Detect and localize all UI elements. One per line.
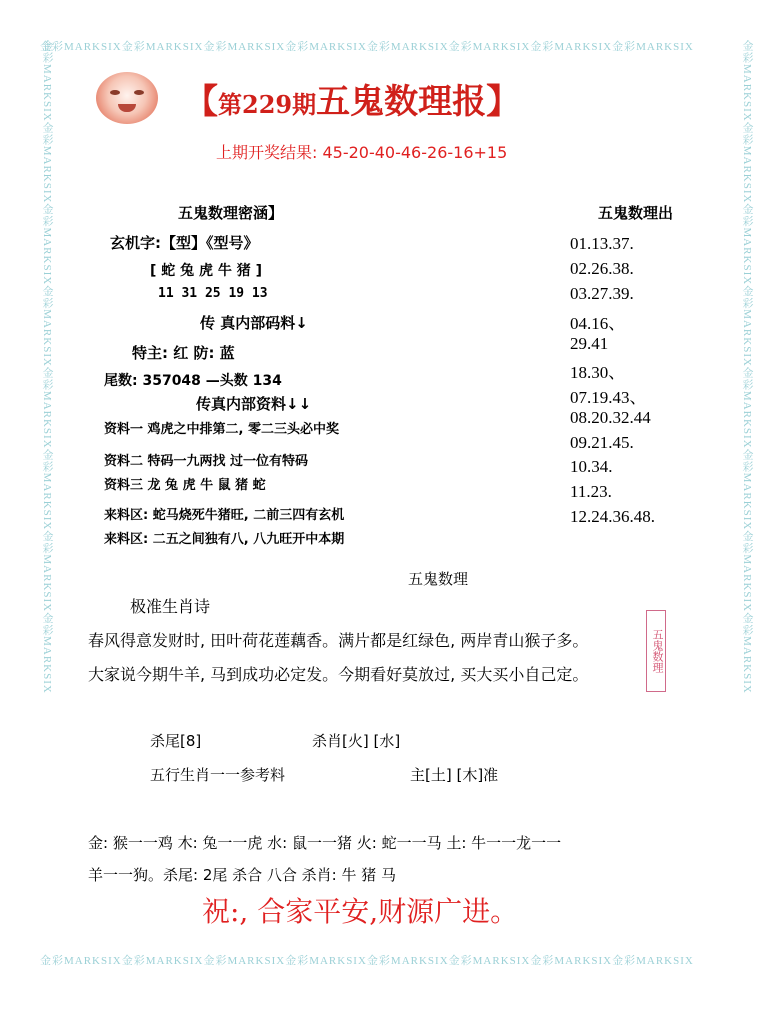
bracket-close: 】 — [486, 82, 521, 122]
bottom-border: 金彩MARKSIX金彩MARKSIX金彩MARKSIX金彩MARKSIX金彩MARKSIX金彩MARKSIX金彩MARKSIX金彩MARKSIX — [40, 955, 694, 967]
fax-heading-1: 传 真内部码料↓ — [200, 314, 308, 332]
laiyuan-1: 来料区: 蛇马烧死牛猪旺, 二前三四有玄机 — [104, 508, 345, 523]
stamp-seal: 五鬼数理 — [646, 610, 666, 692]
top-border: 金彩MARKSIX金彩MARKSIX金彩MARKSIX金彩MARKSIX金彩MARKSIX金彩MARKSIX金彩MARKSIX金彩MARKSIX — [40, 41, 694, 53]
left-border: 金彩MARKSIX金彩MARKSIX金彩MARKSIX金彩MARKSIX金彩MARKSIX金彩MARKSIX金彩MARKSIX金彩MARKSIX — [41, 40, 53, 694]
page-title — [184, 74, 520, 123]
issue-number: 第229期 — [218, 90, 317, 119]
weishu-line: 尾数: 357048 —头数 134 — [104, 373, 282, 389]
ziliao-3: 资料三 龙 兔 虎 牛 鼠 猪 蛇 — [104, 478, 266, 493]
list-item: 03.27.39. — [570, 284, 634, 303]
laiyuan-2: 来料区: 二五之间独有八, 八九旺开中本期 — [104, 532, 345, 547]
elements-line-2: 羊一一狗。杀尾: 2尾 杀合 八合 杀肖: 牛 猪 马 — [88, 866, 397, 884]
list-item: 04.16、 — [570, 314, 626, 333]
zodiac-row: [ 蛇 兔 虎 牛 猪 ] — [150, 263, 263, 279]
list-item: 07.19.43、 — [570, 388, 647, 407]
tezhu-line: 特主: 红 防: 蓝 — [132, 344, 235, 362]
list-item: 11.23. — [570, 482, 612, 501]
list-item: 02.26.38. — [570, 259, 634, 278]
main-element: 主[土] [木]准 — [410, 766, 499, 784]
elements-line-1: 金: 猴一一鸡 木: 兔一一虎 水: 鼠一一猪 火: 蛇一一马 土: 牛一一龙一一 — [88, 834, 562, 852]
poem-title: 极准生肖诗 — [130, 597, 211, 616]
bracket-open: 【 — [184, 82, 218, 122]
right-heading: 五鬼数理出 — [598, 204, 674, 222]
blessing: 祝:, 合家平安,财源广进。 — [202, 895, 519, 928]
wuxing-label: 五行生肖一一参考料 — [150, 766, 286, 784]
fax-heading-2: 传真内部资料↓↓ — [196, 395, 312, 413]
ziliao-1: 资料一 鸡虎之中排第二, 零二三头必中奖 — [104, 422, 339, 437]
list-item: 29.41 — [570, 334, 609, 353]
last-result: 上期开奖结果: 45-20-40-46-26-16+15 — [216, 143, 508, 162]
list-item: 08.20.32.44 — [570, 408, 651, 427]
ziliao-2: 资料二 特码一九两找 过一位有特码 — [104, 454, 309, 469]
list-item: 18.30、 — [570, 363, 626, 382]
list-item: 01.13.37. — [570, 234, 634, 253]
face-icon — [96, 72, 158, 124]
list-item: 12.24.36.48. — [570, 507, 655, 526]
number-row: 11 31 25 19 13 — [158, 286, 268, 301]
kill-zodiac: 杀肖[火] [水] — [312, 732, 401, 750]
poem-line-2: 大家说今期牛羊, 马到成功必定发。今期看好莫放过, 买大买小自己定。 — [88, 665, 589, 684]
section-title: 五鬼数理 — [408, 570, 469, 588]
list-item: 10.34. — [570, 457, 613, 476]
list-item: 09.21.45. — [570, 433, 634, 452]
xuanji-line: 玄机字:【型】《型号》 — [110, 234, 259, 252]
kill-tail: 杀尾[8] — [150, 732, 202, 750]
title-text: 五鬼数理报 — [316, 82, 487, 122]
poem-line-1: 春风得意发财时, 田叶荷花莲藕香。满片都是红绿色, 两岸青山猴子多。 — [88, 631, 589, 650]
right-border: 金彩MARKSIX金彩MARKSIX金彩MARKSIX金彩MARKSIX金彩MARKSIX金彩MARKSIX金彩MARKSIX金彩MARKSIX — [741, 40, 753, 694]
left-heading: 五鬼数理密涵】 — [178, 204, 284, 222]
